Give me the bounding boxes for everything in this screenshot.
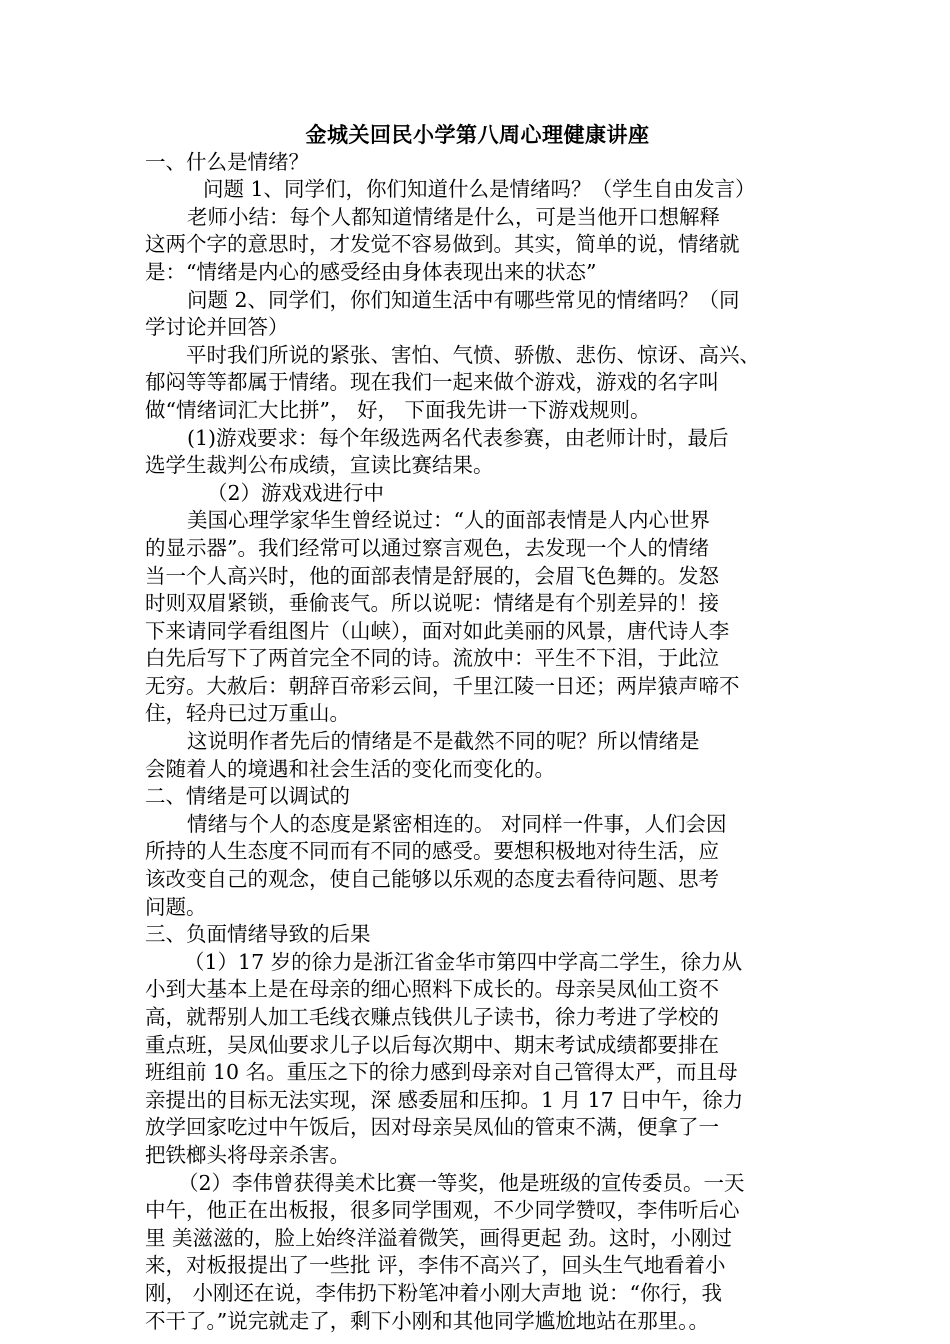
text-line: （1）17 岁的徐力是浙江省金华市第四中学高二学生，徐力从 xyxy=(184,949,743,974)
text-line: 是：“情绪是内心的感受经由身体表现出来的状态” xyxy=(145,259,597,284)
text-line: 这说明作者先后的情绪是不是截然不同的呢？所以情绪是 xyxy=(187,729,700,754)
text-line: 问题 2、同学们，你们知道生活中有哪些常见的情绪吗？（同 xyxy=(187,287,740,312)
text-line: 当一个人高兴时，他的面部表情是舒展的，会眉飞色舞的。发怒 xyxy=(145,563,719,588)
text-line: 情绪与个人的态度是紧密相连的。 对同样一件事，人们会因 xyxy=(187,811,727,836)
text-line: 问题 1、同学们，你们知道什么是情绪吗？（学生自由发言） xyxy=(203,177,756,202)
text-line: （2）李伟曾获得美术比赛一等奖，他是班级的宣传委员。一天 xyxy=(178,1170,745,1195)
text-line: 美国心理学家华生曾经说过：“人的面部表情是人内心世界 xyxy=(187,508,710,533)
text-line: 放学回家吃过中午饭后，因对母亲吴凤仙的管束不满，便拿了一 xyxy=(145,1115,719,1140)
text-line: 选学生裁判公布成绩，宣读比赛结果。 xyxy=(145,453,494,478)
text-line: 小到大基本上是在母亲的细心照料下成长的。母亲吴凤仙工资不 xyxy=(145,977,719,1002)
text-line: 做“情绪词汇大比拼”， 好， 下面我先讲一下游戏规则。 xyxy=(145,397,651,422)
text-line: 郁闷等等都属于情绪。现在我们一起来做个游戏，游戏的名字叫 xyxy=(145,370,719,395)
text-line: (1)游戏要求：每个年级选两名代表参赛，由老师计时，最后 xyxy=(187,425,729,450)
text-line: 老师小结：每个人都知道情绪是什么，可是当他开口想解释 xyxy=(187,204,720,229)
text-line: 学讨论并回答） xyxy=(145,315,289,340)
text-line: 亲提出的目标无法实现，深 感委屈和压抑。1 月 17 日中午，徐力 xyxy=(145,1087,744,1112)
text-line: 班组前 10 名。重压之下的徐力感到母亲对自己管得太严，而且母 xyxy=(145,1060,738,1085)
text-line: 无穷。大赦后：朝辞百帝彩云间，千里江陵一日还；两岸猿声啼不 xyxy=(145,673,740,698)
text-line: 二、情绪是可以调试的 xyxy=(145,784,350,809)
text-line: 平时我们所说的紧张、害怕、气愤、骄傲、悲伤、惊讶、高兴、 xyxy=(186,342,760,367)
text-line: 来，对板报提出了一些批 评，李伟不高兴了，回头生气地看着小 xyxy=(145,1253,726,1278)
document-page xyxy=(145,121,810,1335)
text-line: 刚， 小刚还在说，李伟扔下粉笔冲着小刚大声地 说：“你行，我 xyxy=(145,1280,723,1305)
text-line: 白先后写下了两首完全不同的诗。流放中：平生不下泪，于此泣 xyxy=(145,646,719,671)
text-line: 把铁榔头将母亲杀害。 xyxy=(145,1142,350,1167)
text-line: 时则双眉紧锁，垂偷丧气。所以说呢：情绪是有个别差异的！接 xyxy=(145,591,719,616)
text-line: 住，轻舟已过万重山。 xyxy=(145,701,350,726)
text-line: 不干了。”说完就走了，剩下小刚和其他同学尴尬地站在那里。。 xyxy=(145,1308,709,1333)
text-line: 高，就帮别人加工毛线衣赚点钱供儿子读书，徐力考进了学校的 xyxy=(145,1005,719,1029)
text-line: 会随着人的境遇和社会生活的变化而变化的。 xyxy=(145,756,555,781)
text-line: 三、负面情绪导致的后果 xyxy=(145,922,371,947)
text-line: （2）游戏戏进行中 xyxy=(207,480,385,505)
text-line: 的显示器”。我们经常可以通过察言观色，去发现一个人的情绪 xyxy=(145,535,709,560)
document-title: 金城关回民小学第八周心理健康讲座 xyxy=(305,122,650,147)
text-line: 中午，他正在出板报，很多同学围观，不少同学赞叹，李伟听后心 xyxy=(145,1198,740,1223)
text-line: 里 美滋滋的，脸上始终洋溢着微笑，画得更起 劲。这时，小刚过 xyxy=(145,1225,733,1250)
text-line: 这两个字的意思时，才发觉不容易做到。其实，简单的说，情绪就 xyxy=(145,232,740,257)
text-line: 下来请同学看组图片（山峡），面对如此美丽的风景，唐代诗人李 xyxy=(145,618,730,643)
text-line: 重点班，吴凤仙要求儿子以后每次期中、期末考试成绩都要排在 xyxy=(145,1032,719,1057)
text-line: 一、什么是情绪？ xyxy=(145,149,309,174)
text-line: 该改变自己的观念，使自己能够以乐观的态度去看待问题、思考 xyxy=(145,867,719,892)
text-line: 问题。 xyxy=(145,894,207,919)
document-body xyxy=(145,149,810,1336)
text-line: 所持的人生态度不同而有不同的感受。要想积极地对待生活，应 xyxy=(145,839,719,864)
